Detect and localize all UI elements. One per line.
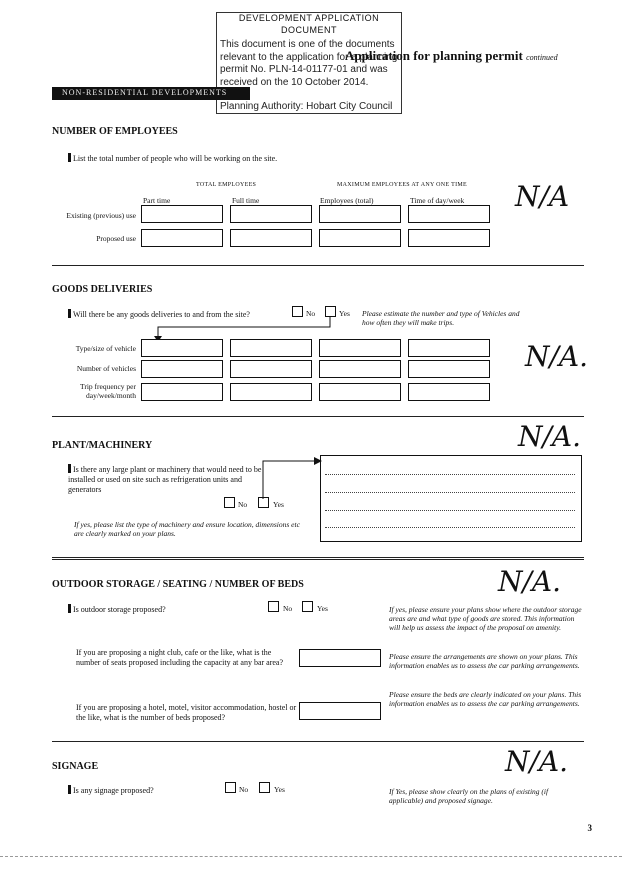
trip-frequency-field-4[interactable] bbox=[408, 383, 490, 401]
col-part-time: Part time bbox=[143, 196, 171, 205]
beds-note: Please ensure the beds are clearly indicated on your plans. This information enables us to assess the car parking arrangements. bbox=[389, 690, 582, 708]
deliveries-no-label: No bbox=[306, 309, 316, 318]
page-number: 3 bbox=[587, 823, 592, 833]
signage-question: Is any signage proposed? bbox=[68, 785, 154, 796]
plant-question: Is there any large plant or machinery that would need to be installed or used on site such as refrigeration units and generators bbox=[68, 465, 262, 494]
machinery-line bbox=[325, 492, 575, 493]
plant-handwritten-na: N/A. bbox=[518, 420, 582, 453]
row-vehicle-type: Type/size of vehicle bbox=[75, 344, 136, 353]
outdoor-yes-label: Yes bbox=[317, 604, 328, 613]
machinery-line bbox=[325, 510, 575, 511]
page-edge bbox=[0, 856, 622, 857]
trip-frequency-field-2[interactable] bbox=[230, 383, 312, 401]
vehicle-count-field-4[interactable] bbox=[408, 360, 490, 378]
deliveries-handwritten-na: N/A. bbox=[525, 340, 589, 373]
vehicle-type-field-4[interactable] bbox=[408, 339, 490, 357]
outdoor-no-checkbox[interactable] bbox=[268, 601, 279, 612]
plant-section-title: PLANT/MACHINERY bbox=[52, 440, 153, 451]
existing-part-time-field[interactable] bbox=[141, 205, 223, 223]
trip-frequency-field-3[interactable] bbox=[319, 383, 401, 401]
vehicle-count-field-1[interactable] bbox=[141, 360, 223, 378]
outdoor-yes-checkbox[interactable] bbox=[302, 601, 313, 612]
row-proposed-use: Proposed use bbox=[96, 234, 136, 243]
existing-time-of-day-field[interactable] bbox=[408, 205, 490, 223]
employees-question: List the total number of people who will be working on the site. bbox=[68, 153, 277, 164]
seating-number-field[interactable] bbox=[299, 649, 381, 667]
total-employees-heading: TOTAL EMPLOYEES bbox=[196, 182, 257, 188]
stamp-authority: Planning Authority: Hobart City Council bbox=[220, 101, 393, 112]
outdoor-note: If yes, please ensure your plans show where the outdoor storage areas are and what type of goods are stored. This information will help us assess the impact of the proposal on amenity. bbox=[389, 605, 582, 632]
beds-number-field[interactable] bbox=[299, 702, 381, 720]
existing-full-time-field[interactable] bbox=[230, 205, 312, 223]
vehicle-type-field-3[interactable] bbox=[319, 339, 401, 357]
signage-note: If Yes, please show clearly on the plans of existing (if applicable) and proposed signage. bbox=[389, 787, 549, 805]
signage-no-label: No bbox=[239, 785, 249, 794]
vehicle-count-field-3[interactable] bbox=[319, 360, 401, 378]
section-divider bbox=[52, 416, 584, 417]
signage-yes-label: Yes bbox=[274, 785, 285, 794]
vehicle-count-field-2[interactable] bbox=[230, 360, 312, 378]
max-employees-heading: MAXIMUM EMPLOYEES AT ANY ONE TIME bbox=[337, 182, 467, 188]
machinery-details-box[interactable] bbox=[320, 455, 582, 542]
page-title: Application for planning permit continued bbox=[345, 48, 558, 63]
machinery-line bbox=[325, 527, 575, 528]
proposed-employees-total-field[interactable] bbox=[319, 229, 401, 247]
outdoor-section-title: OUTDOOR STORAGE / SEATING / NUMBER OF BEDS bbox=[52, 579, 304, 590]
stamp-subtitle: DOCUMENT bbox=[281, 25, 337, 35]
outdoor-no-label: No bbox=[283, 604, 293, 613]
vehicle-type-field-1[interactable] bbox=[141, 339, 223, 357]
stamp-body: This document is one of the documents relevant to the application for a planning permit No. PLN-14-01177-01 and was received on the 10 October 2014. bbox=[220, 39, 398, 88]
signage-yes-checkbox[interactable] bbox=[259, 782, 270, 793]
plant-note: If yes, please list the type of machinery and ensure location, dimensions etc are clearly marked on your plans. bbox=[74, 520, 300, 538]
section-band: NON-RESIDENTIAL DEVELOPMENTS bbox=[52, 87, 250, 100]
col-employees-total: Employees (total) bbox=[320, 196, 374, 205]
plant-yes-label: Yes bbox=[273, 500, 284, 509]
trip-frequency-field-1[interactable] bbox=[141, 383, 223, 401]
signage-section-title: SIGNAGE bbox=[52, 761, 99, 772]
signage-no-checkbox[interactable] bbox=[225, 782, 236, 793]
vehicle-type-field-2[interactable] bbox=[230, 339, 312, 357]
proposed-time-of-day-field[interactable] bbox=[408, 229, 490, 247]
section-divider bbox=[52, 557, 584, 560]
plant-no-label: No bbox=[238, 500, 248, 509]
row-existing-use: Existing (previous) use bbox=[66, 211, 136, 220]
stamp-title: DEVELOPMENT APPLICATION bbox=[238, 13, 380, 23]
beds-question: If you are proposing a hotel, motel, visitor accommodation, hostel or the like, what is the number of beds proposed? bbox=[76, 703, 297, 722]
signage-handwritten-na: N/A. bbox=[505, 745, 569, 778]
proposed-full-time-field[interactable] bbox=[230, 229, 312, 247]
deliveries-yes-label: Yes bbox=[339, 309, 350, 318]
col-time-of-day: Time of day/week bbox=[410, 196, 465, 205]
proposed-part-time-field[interactable] bbox=[141, 229, 223, 247]
section-divider bbox=[52, 741, 584, 742]
deliveries-question: Will there be any goods deliveries to and from the site? bbox=[68, 309, 250, 320]
existing-employees-total-field[interactable] bbox=[319, 205, 401, 223]
continued-label: continued bbox=[526, 53, 558, 62]
plant-arrow bbox=[258, 455, 324, 500]
deliveries-section-title: GOODS DELIVERIES bbox=[52, 284, 153, 295]
outdoor-handwritten-na: N/A. bbox=[498, 565, 562, 598]
col-full-time: Full time bbox=[232, 196, 260, 205]
row-trip-frequency-unit: day/week/month bbox=[86, 391, 136, 400]
section-divider bbox=[52, 265, 584, 266]
row-vehicle-count: Number of vehicles bbox=[76, 364, 136, 373]
plant-no-checkbox[interactable] bbox=[224, 497, 235, 508]
machinery-line bbox=[325, 474, 575, 475]
deliveries-note: Please estimate the number and type of Vehicles and how often they will make trips. bbox=[362, 309, 520, 327]
employees-handwritten-na: N/A bbox=[515, 180, 570, 213]
row-trip-frequency: Trip frequency per bbox=[80, 382, 136, 391]
employees-section-title: NUMBER OF EMPLOYEES bbox=[52, 126, 178, 137]
outdoor-question: Is outdoor storage proposed? bbox=[68, 604, 166, 615]
seating-question: If you are proposing a night club, cafe or the like, what is the number of seats proposed including the capacity at any bar area? bbox=[76, 648, 284, 667]
seating-note: Please ensure the arrangements are shown on your plans. This information enables us to assess the car parking arrangements. bbox=[389, 652, 580, 670]
